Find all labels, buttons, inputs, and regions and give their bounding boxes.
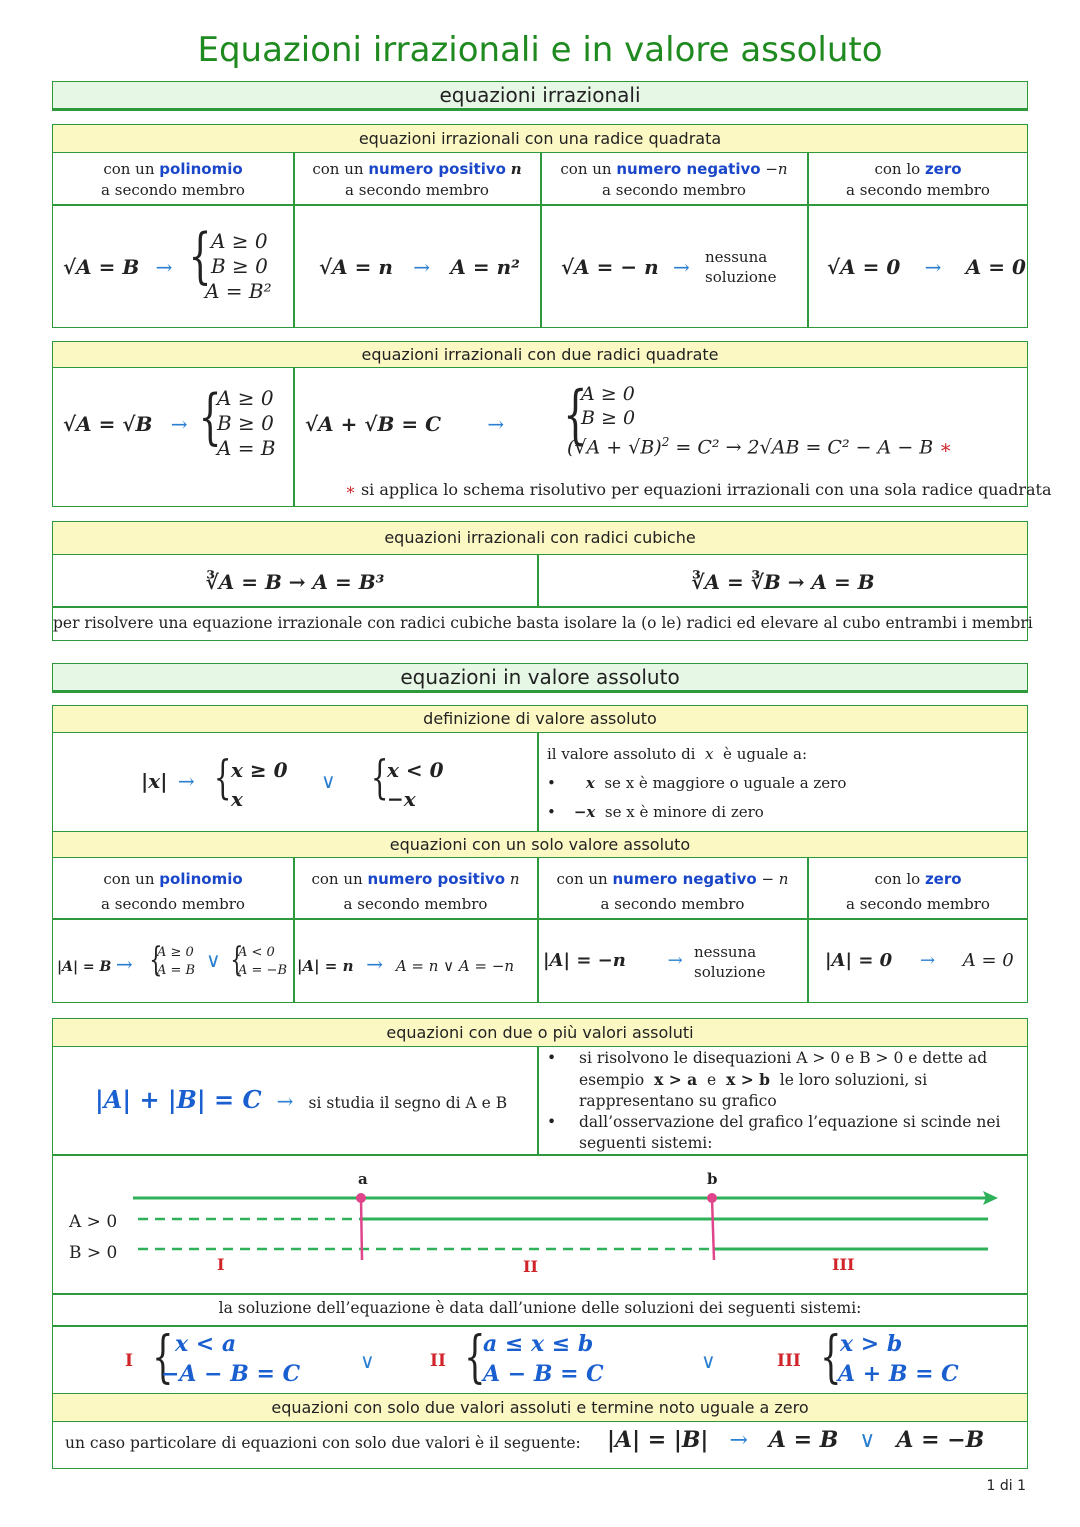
- page-title: Equazioni irrazionali e in valore assoluto: [197, 30, 883, 70]
- zero-abs-header: equazioni con solo due valori assoluti e termine noto uguale a zero: [53, 1394, 1027, 1422]
- eq-root-positive: √A = n → A = n²: [319, 255, 520, 279]
- eq-abs-positive: |A| = n → A = n ∨ A = −n: [297, 952, 515, 976]
- or-symbol: ∨: [360, 1349, 375, 1373]
- eq-abs-negative: |A| = −n →: [543, 950, 683, 971]
- cubic-roots-table: [52, 521, 1033, 641]
- abs-definition-text: il valore assoluto di x è uguale a: • x se x è maggiore o uguale a zero • −x se x è minore di zero: [547, 745, 847, 821]
- col-header-negative: con un numero negativo −n a secondo membro: [560, 160, 788, 199]
- marker-a-dot: [356, 1193, 366, 1203]
- marker-b-line: [712, 1198, 714, 1260]
- abs-col-negative: con un numero negativo − n a secondo membro: [556, 870, 789, 913]
- or-symbol: ∨: [701, 1349, 716, 1373]
- system-label-3: III: [777, 1351, 801, 1371]
- one-root-header: equazioni irrazionali con una radice quadrata: [53, 125, 1027, 153]
- abs-definition-sys2: x < 0 −x: [387, 758, 444, 811]
- page-number: 1 di 1: [986, 1478, 1026, 1494]
- sign-graph: [53, 1156, 1027, 1293]
- eq-two-roots: √A = √B →: [63, 412, 188, 436]
- eq-multi-abs: |A| + |B| = C → si studia il segno di A e B: [95, 1085, 508, 1114]
- eq-abs-zero: |A| = 0 → A = 0: [825, 950, 1014, 971]
- col-header-positive: con un numero positivo n a secondo membro: [312, 160, 522, 199]
- eq-cubic-cubic: ∛A = ∛B → A = B: [691, 570, 875, 594]
- section-bar-irrational: equazioni irrazionali: [52, 81, 1028, 111]
- system-2: a ≤ x ≤ b A − B = C: [483, 1331, 604, 1387]
- row-label-b: B > 0: [69, 1243, 118, 1263]
- system-1: x < a −A − B = C: [161, 1331, 301, 1387]
- or-symbol: ∨: [321, 769, 336, 793]
- region-label-1: I: [217, 1255, 225, 1274]
- abs-definition-lhs: |x| →: [141, 769, 195, 793]
- region-label-2: II: [523, 1257, 538, 1276]
- solution-text: la soluzione dell’equazione è data dall’unione delle soluzioni dei seguenti sistemi:: [218, 1299, 862, 1317]
- eq-sum-roots: √A + √B = C →: [305, 412, 505, 436]
- two-roots-note: ∗ si applica lo schema risolutivo per equazioni irrazionali con una sola radice quadrata: [345, 480, 1052, 499]
- eq-root-polynomial: √A = B →: [63, 255, 173, 279]
- no-solution-1: nessuna soluzione: [705, 248, 777, 286]
- eq-abs-polynomial: |A| = B →: [57, 952, 133, 976]
- system-two-roots: A ≥ 0 B ≥ 0 A = B: [217, 386, 276, 460]
- single-abs-header: equazioni con un solo valore assoluto: [53, 832, 1027, 858]
- no-solution-2: nessuna soluzione: [694, 943, 766, 981]
- system-sum-roots: A ≥ 0 B ≥ 0 $(√A + √B)^2 = C^2 \to 2√AB = C^2 - A - B$ ∗: [567, 383, 953, 459]
- eq-root-negative: √A = − n →: [561, 255, 690, 279]
- multi-abs-steps: • si risolvono le disequazioni A > 0 e B > 0 e dette ad esempio x > a e x > b le loro soluzioni, si rappresentano su grafico • dall’osservazione del grafico l’equazione si scinde nei seguenti sistemi:: [547, 1049, 1001, 1152]
- abs-definition-sys1: x ≥ 0 x: [231, 758, 288, 811]
- marker-b-dot: [707, 1193, 717, 1203]
- abs-poly-sys1: A ≥ 0 A = B: [157, 945, 196, 978]
- abs-col-polynomial: con un polinomio a secondo membro: [101, 870, 245, 913]
- system-label-1: I: [125, 1351, 133, 1371]
- col-header-polynomial: con un polinomio a secondo membro: [101, 160, 245, 199]
- eq-cubic-b: ∛A = B → A = B³: [205, 570, 385, 594]
- eq-zero-abs: |A| = |B| → A = B ∨ A = −B: [607, 1427, 985, 1453]
- absolute-value-table: definizione di valore assoluto |x| → { x ≥ 0 x ∨ { x < 0 −x il valore assoluto di x è uguale a: • x se x è maggiore o uguale a zero • −x se x è minore di zero equazioni con un solo valore assoluto con un polinomio a secondo membro con un numero positivo n a secondo membro con un numero negativo − n a secondo membro con lo zero a secondo membro |A| = B → { A ≥ 0 A = B ∨ { A < 0 A = −B |A| = n → A = n ∨ A = −n |A| = −n → nessuna soluzione |A| = 0 → A = 0: [52, 705, 1028, 1003]
- region-label-3: III: [832, 1255, 855, 1274]
- or-symbol: ∨: [206, 948, 221, 972]
- system-label-2: II: [430, 1351, 446, 1371]
- abs-col-zero: con lo zero a secondo membro: [846, 870, 990, 913]
- system-polynomial: A ≥ 0 B ≥ 0 A = B²: [205, 229, 272, 303]
- col-header-zero: con lo zero a secondo membro: [846, 160, 990, 199]
- multi-abs-header: equazioni con due o più valori assoluti: [53, 1019, 1027, 1047]
- marker-a-line: [361, 1198, 362, 1260]
- multi-abs-table: equazioni con due o più valori assoluti |A| + |B| = C → si studia il segno di A e B • si risolvono le disequazioni A > 0 e B > 0 e dette ad esempio x > a e x > b le loro soluzioni, si rappresentano su grafico • dall’osservazione del grafico l’equazione si scinde nei seguenti sistemi: a b A > 0 B > 0 I II III la soluzione dell’equazione è data dall’unione delle soluzioni dei seguenti sistemi: I { x < a −A − B = C ∨ II { a ≤ x ≤ b A − B = C ∨ III { x > b A + B = C equazioni con solo due valori assoluti e termine noto uguale a zero un caso particolare di equazioni con solo due valori è il seguente: |A| = |B| → A = B ∨ A = −B: [52, 1018, 1028, 1469]
- definition-header: definizione di valore assoluto: [53, 706, 1027, 733]
- eq-root-zero: √A = 0 → A = 0: [827, 255, 1026, 279]
- abs-poly-sys2: A < 0 A = −B: [238, 945, 287, 978]
- cubic-note: per risolvere una equazione irrazionale con radici cubiche basta isolare la (o le) radici ed elevare al cubo entrambi i membri: [53, 614, 1033, 632]
- system-3: x > b A + B = C: [838, 1331, 959, 1387]
- point-b-label: b: [707, 1170, 718, 1188]
- one-root-table: equazioni irrazionali con una radice quadrata con un polinomio a secondo membro con un numero positivo n a secondo membro con un numero negativo −n a secondo membro con lo zero a secondo membro √A = B → { A ≥ 0 B ≥ 0 A = B² √A = n → A = n² √A = − n → nessuna soluzione √A = 0 → A = 0: [52, 124, 1028, 328]
- section-bar-absolute: equazioni in valore assoluto: [52, 663, 1028, 693]
- abs-col-positive: con un numero positivo n a secondo membro: [311, 870, 520, 913]
- two-roots-table: equazioni irrazionali con due radici quadrate √A = √B → { A ≥ 0 B ≥ 0 A = B √A + √B = C → { A ≥ 0 B ≥ 0 $(√A + √B)^2 = C^2 \to 2√AB = C^2 - A - B$ ∗ ∗ si applica lo schema risolutivo per equazioni irrazionali con una sola radice quadrata: [52, 341, 1028, 507]
- point-a-label: a: [358, 1170, 368, 1188]
- two-roots-header: equazioni irrazionali con due radici quadrate: [53, 342, 1027, 368]
- row-label-a: A > 0: [69, 1212, 118, 1232]
- zero-abs-text: un caso particolare di equazioni con solo due valori è il seguente:: [65, 1434, 581, 1452]
- cubic-header: equazioni irrazionali con radici cubiche: [53, 522, 1027, 555]
